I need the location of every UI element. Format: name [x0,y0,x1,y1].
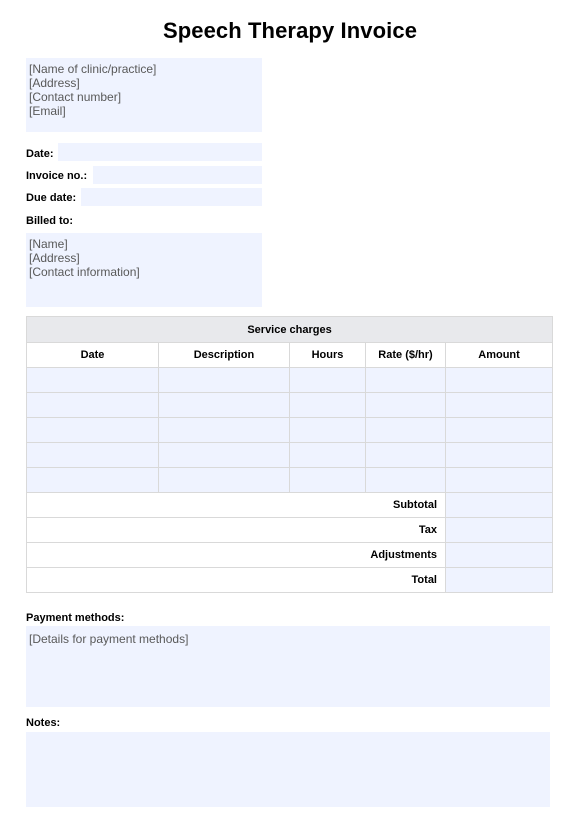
billed-contact-line: [Contact information] [29,265,140,279]
cell-description[interactable] [159,418,290,443]
notes-label: Notes: [26,717,61,729]
subtotal-row [27,493,553,518]
cell-rate[interactable] [366,368,446,393]
cell-date[interactable] [27,443,159,468]
cell-hours[interactable] [290,468,366,493]
page-title: Speech Therapy Invoice [162,18,418,43]
cell-rate[interactable] [366,468,446,493]
cell-hours[interactable] [290,393,366,418]
billed-to-field[interactable] [26,233,262,307]
cell-description[interactable] [159,443,290,468]
invoice-number-label: Invoice no.: [26,170,88,182]
cell-rate[interactable] [366,418,446,443]
service-charges-table [26,316,553,593]
payment-methods-placeholder: [Details for payment methods] [29,632,189,646]
clinic-contact-line: [Contact number] [29,90,122,104]
cell-amount[interactable] [446,418,553,443]
clinic-name-line: [Name of clinic/practice] [29,62,157,76]
cell-amount[interactable] [446,368,553,393]
column-header-description: Description [159,343,290,368]
table-row [27,418,553,443]
clinic-email-line: [Email] [29,104,66,118]
date-label: Date: [26,148,54,160]
subtotal-value[interactable] [446,493,553,518]
cell-amount[interactable] [446,468,553,493]
cell-hours[interactable] [290,418,366,443]
cell-amount[interactable] [446,443,553,468]
subtotal-label: Subtotal [27,493,446,518]
notes-field[interactable] [26,732,550,807]
cell-date[interactable] [27,418,159,443]
cell-amount[interactable] [446,393,553,418]
service-charges-header: Service charges [27,317,553,343]
total-row [27,568,553,593]
cell-date[interactable] [27,368,159,393]
table-row [27,368,553,393]
date-field[interactable] [58,143,262,161]
billed-address-line: [Address] [29,251,80,265]
tax-value[interactable] [446,518,553,543]
cell-description[interactable] [159,393,290,418]
cell-rate[interactable] [366,443,446,468]
clinic-address-line: [Address] [29,76,80,90]
table-row [27,443,553,468]
column-header-rate: Rate ($/hr) [366,343,446,368]
payment-methods-label: Payment methods: [26,612,125,624]
cell-date[interactable] [27,393,159,418]
cell-description[interactable] [159,368,290,393]
total-value[interactable] [446,568,553,593]
payment-methods-field[interactable] [26,626,550,707]
due-date-field[interactable] [81,188,262,206]
table-row [27,468,553,493]
table-row [27,393,553,418]
tax-row [27,518,553,543]
due-date-label: Due date: [26,192,77,204]
cell-hours[interactable] [290,368,366,393]
cell-hours[interactable] [290,443,366,468]
cell-description[interactable] [159,468,290,493]
adjustments-label: Adjustments [27,543,446,568]
column-header-date: Date [27,343,159,368]
total-label: Total [27,568,446,593]
billed-to-label: Billed to: [26,215,74,227]
clinic-info-field[interactable] [26,58,262,132]
cell-rate[interactable] [366,393,446,418]
invoice-number-field[interactable] [93,166,262,184]
adjustments-row [27,543,553,568]
column-header-amount: Amount [446,343,553,368]
cell-date[interactable] [27,468,159,493]
column-header-hours: Hours [290,343,366,368]
adjustments-value[interactable] [446,543,553,568]
billed-name-line: [Name] [29,237,68,251]
tax-label: Tax [27,518,446,543]
